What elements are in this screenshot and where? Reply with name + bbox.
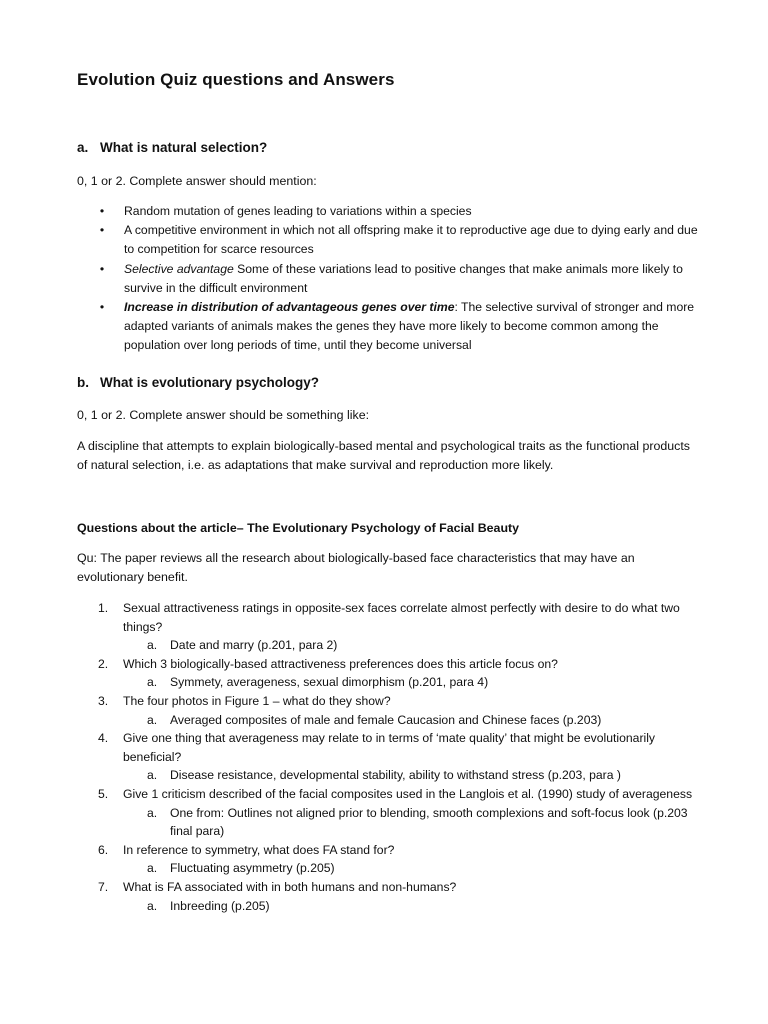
answer-text: Averaged composites of male and female Caucasion and Chinese faces (p.203) [170,712,602,727]
answer-item [123,897,702,916]
answer-letter: a. [147,712,158,727]
question-item [77,655,702,692]
section-a-letter: a. [77,140,89,155]
answer-text: Inbreeding (p.205) [170,898,270,913]
question-text: Give one thing that averageness may relate to in terms of ‘mate quality’ that might be evolutionarily beneficial? [123,731,656,764]
question-number: 7. [98,879,109,894]
section-b-answer: A discipline that attempts to explain biologically-based mental and psychological traits as the functional products of natural selection, i.e. as adaptations that make survival and reproduction more likely. [77,439,690,472]
question-text: Sexual attractiveness ratings in opposite-sex faces correlate almost perfectly with desire to do what two things? [123,601,680,634]
question-number: 2. [98,656,109,671]
section-a-bullet-list [77,202,702,356]
question-item [77,692,702,729]
answer-text: Disease resistance, developmental stability, ability to withstand stress (p.203, para ) [170,768,621,783]
question-item [77,729,702,785]
section-a-question: What is natural selection? [100,140,268,155]
article-intro: Qu: The paper reviews all the research about biologically-based face characteristics that may have an evolutionary benefit. [77,551,635,584]
answer-letter: a. [147,638,158,653]
bullet-item [77,202,702,221]
bullet-dot: • [99,300,105,315]
answer-item [123,804,702,841]
question-number: 4. [98,731,109,746]
question-number: 6. [98,842,109,857]
section-a-heading [77,140,267,155]
question-list [77,599,702,915]
answer-text: One from: Outlines not aligned prior to blending, smooth complexions and soft-focus look (p.203 final para) [170,805,688,839]
answer-item [123,636,702,655]
question-text: Give 1 criticism described of the facial composites used in the Langlois et al. (1990) study of averageness [123,786,693,801]
answer-item [123,766,702,785]
answer-text: Symmety, averageness, sexual dimorphism (p.201, para 4) [170,675,489,690]
bullet-item [77,260,702,298]
answer-letter: a. [147,675,158,690]
bullet-dot: • [99,261,105,276]
section-b-scoring: 0, 1 or 2. Complete answer should be something like: [77,408,370,422]
answer-item [123,859,702,878]
section-b-letter: b. [77,375,89,390]
question-item [77,878,702,915]
answer-letter: a. [147,805,158,820]
answer-letter: a. [147,768,158,783]
question-text: The four photos in Figure 1 – what do they show? [123,693,391,708]
question-number: 5. [98,786,109,801]
question-item [77,599,702,655]
question-text: Which 3 biologically-based attractiveness preferences does this article focus on? [123,656,558,671]
question-text: What is FA associated with in both humans and non-humans? [123,879,457,894]
bullet-item [77,221,702,259]
page-title: Evolution Quiz questions and Answers [77,70,395,89]
question-item [77,841,702,878]
bullet-lead: Selective advantage [124,261,234,276]
bullet-item [77,298,702,356]
bullet-text: A competitive environment in which not all offspring make it to reproductive age due to dying early and due to competition for scarce resources [124,223,698,257]
question-number: 1. [98,601,109,615]
bullet-text: Some of these variations lead to positive changes that make animals more likely to survive in the difficult environment [124,261,683,295]
answer-text: Date and marry (p.201, para 2) [170,638,338,653]
answer-letter: a. [147,861,158,876]
bullet-text: : The selective survival of stronger and more adapted variants of animals makes the genes they have more likely to become common among the population over long periods of time, until they become universal [124,300,695,353]
answer-letter: a. [147,898,158,913]
answer-item [123,673,702,692]
question-item [77,785,702,841]
bullet-lead: Increase in distribution of advantageous genes over time [124,300,455,315]
bullet-dot: • [99,223,105,238]
article-heading: Questions about the article– The Evolutionary Psychology of Facial Beauty [77,521,520,535]
answer-text: Fluctuating asymmetry (p.205) [170,861,335,876]
answer-item [123,711,702,730]
question-text: In reference to symmetry, what does FA stand for? [123,842,395,857]
bullet-text: Random mutation of genes leading to variations within a species [124,204,472,218]
section-b-question: What is evolutionary psychology? [100,375,320,390]
question-number: 3. [98,693,109,708]
section-b-heading [77,375,319,390]
section-a-scoring: 0, 1 or 2. Complete answer should mention: [77,174,317,188]
bullet-dot: • [99,204,105,218]
